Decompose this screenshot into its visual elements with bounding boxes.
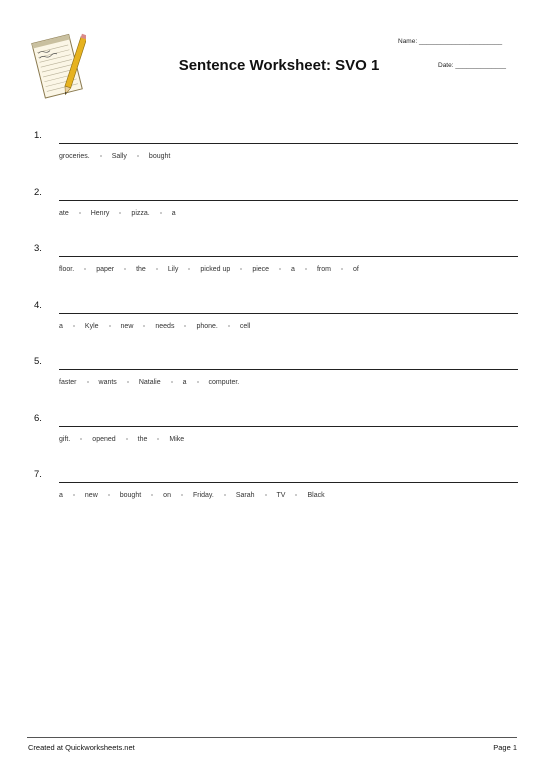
word-chip: the — [136, 266, 146, 273]
word-chip: cell — [239, 322, 251, 330]
word-chip: Sarah — [235, 492, 255, 499]
question-number: 4. — [34, 299, 42, 311]
word-separator-dot — [73, 494, 75, 496]
word-bank — [59, 266, 359, 273]
word-chip: from — [316, 266, 331, 273]
word-separator-dot — [109, 325, 111, 327]
word-chip: ate — [59, 209, 69, 217]
answer-line[interactable] — [59, 313, 518, 314]
word-chip: Friday. — [192, 492, 214, 499]
word-chip: Black — [307, 492, 325, 499]
word-separator-dot — [100, 155, 102, 157]
question-row — [34, 126, 518, 183]
word-chip: phone. — [196, 322, 218, 330]
question-number: 1. — [34, 130, 42, 141]
question-row — [34, 409, 518, 466]
word-chip: gift. — [59, 435, 71, 443]
question-number: 3. — [34, 243, 42, 254]
word-chip: bought — [148, 153, 171, 160]
question-number: 7. — [34, 469, 42, 480]
word-bank — [59, 323, 250, 330]
word-separator-dot — [156, 268, 158, 270]
word-separator-dot — [87, 381, 89, 383]
word-separator-dot — [228, 325, 230, 327]
question-row — [34, 465, 518, 522]
word-chip: a — [182, 379, 187, 386]
word-chip: new — [84, 492, 98, 499]
word-chip: a — [59, 322, 63, 330]
word-separator-dot — [265, 494, 267, 496]
word-chip: needs — [155, 322, 175, 330]
word-chip: piece — [252, 266, 270, 273]
word-separator-dot — [124, 268, 126, 270]
page-title: Sentence Worksheet: SVO 1 — [178, 57, 380, 74]
name-field[interactable]: Name: _______________________ — [398, 38, 503, 45]
word-chip: wants — [98, 379, 117, 386]
word-chip: Kyle — [84, 322, 99, 330]
word-separator-dot — [197, 381, 199, 383]
word-chip: bought — [119, 492, 142, 499]
word-separator-dot — [157, 438, 159, 440]
word-separator-dot — [137, 155, 139, 157]
word-separator-dot — [151, 494, 153, 496]
word-separator-dot — [143, 325, 145, 327]
word-separator-dot — [224, 494, 226, 496]
question-row — [34, 296, 518, 353]
word-separator-dot — [279, 268, 281, 270]
word-separator-dot — [240, 268, 242, 270]
word-chip: of — [352, 266, 359, 273]
word-separator-dot — [305, 268, 307, 270]
word-chip: groceries. — [59, 153, 90, 160]
question-row — [34, 352, 518, 409]
word-bank — [59, 153, 170, 160]
footer-divider — [27, 737, 517, 738]
word-chip: Sally — [111, 153, 127, 160]
word-separator-dot — [127, 381, 129, 383]
question-number: 6. — [34, 412, 42, 424]
word-bank — [59, 210, 176, 217]
word-chip: Lily — [167, 266, 179, 273]
page-number: Page 1 — [493, 743, 517, 752]
answer-line[interactable] — [59, 482, 518, 483]
word-chip: opened — [92, 435, 116, 443]
word-chip: Natalie — [138, 379, 161, 386]
word-chip: floor. — [59, 266, 75, 273]
word-separator-dot — [171, 381, 173, 383]
word-chip: TV — [276, 492, 286, 499]
question-number: 5. — [34, 356, 42, 367]
word-separator-dot — [181, 494, 183, 496]
question-row — [34, 239, 518, 296]
answer-line[interactable] — [59, 200, 518, 201]
word-separator-dot — [188, 268, 190, 270]
word-separator-dot — [295, 494, 297, 496]
word-chip: on — [163, 492, 171, 499]
word-separator-dot — [160, 212, 162, 214]
word-separator-dot — [79, 212, 81, 214]
question-number: 2. — [34, 186, 42, 198]
word-separator-dot — [108, 494, 110, 496]
word-separator-dot — [184, 325, 186, 327]
word-separator-dot — [126, 438, 128, 440]
footer-credit: Created at Quickworksheets.net — [28, 743, 135, 752]
answer-line[interactable] — [59, 143, 518, 144]
answer-line[interactable] — [59, 256, 518, 257]
word-separator-dot — [80, 438, 82, 440]
word-chip: the — [137, 435, 148, 443]
word-chip: a — [59, 492, 63, 499]
question-row — [34, 183, 518, 240]
word-chip: paper — [96, 266, 115, 273]
word-chip: new — [120, 322, 134, 330]
date-field[interactable]: Date: ______________ — [438, 62, 506, 69]
word-bank — [59, 436, 184, 443]
word-separator-dot — [73, 325, 75, 327]
word-separator-dot — [119, 212, 121, 214]
question-list — [34, 126, 518, 522]
word-chip: a — [291, 266, 295, 273]
answer-line[interactable] — [59, 369, 518, 370]
word-bank — [59, 379, 239, 386]
answer-line[interactable] — [59, 426, 518, 427]
word-chip: pizza. — [131, 209, 150, 217]
word-separator-dot — [341, 268, 343, 270]
word-chip: Henry — [90, 209, 110, 217]
word-chip: Mike — [169, 435, 185, 443]
word-chip: a — [171, 209, 176, 217]
word-chip: picked up — [200, 266, 231, 273]
word-bank — [59, 492, 325, 499]
word-separator-dot — [84, 268, 86, 270]
word-chip: faster — [59, 379, 77, 386]
word-chip: computer. — [208, 379, 240, 386]
